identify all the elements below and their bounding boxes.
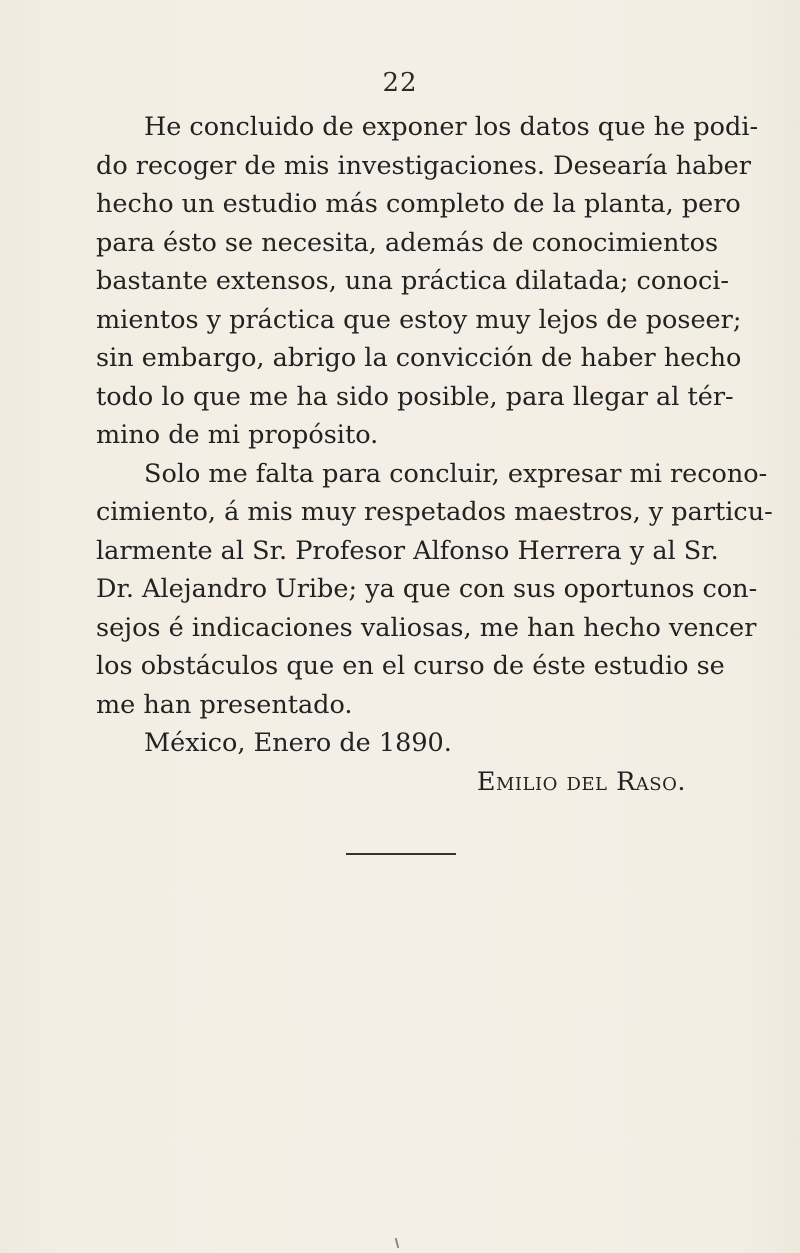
- text-line: He concluido de exponer los datos que he podi-: [144, 112, 759, 142]
- text-line: cimiento, á mis muy respetados maestros, y particu-: [96, 497, 773, 527]
- text-line: me han presentado.: [96, 689, 353, 720]
- text-line: para ésto se necesita, además de conocimientos: [96, 227, 719, 258]
- text-line: sejos é indicaciones valiosas, me han hecho vencer: [96, 612, 757, 643]
- text-line: los obstáculos que en el curso de éste estudio se: [96, 651, 725, 681]
- text-line: larmente al Sr. Profesor Alfonso Herrera y al Sr.: [96, 535, 719, 566]
- body-text: [96, 108, 773, 801]
- text-line: hecho un estudio más completo de la planta, pero: [96, 189, 741, 219]
- divider-rule: [346, 853, 456, 855]
- text-line: sin embargo, abrigo la convicción de haber hecho: [96, 343, 742, 373]
- text-line: Dr. Alejandro Uribe; ya que con sus oportunos con-: [96, 574, 758, 604]
- date-line: México, Enero de 1890.: [144, 728, 452, 758]
- text-line: do recoger de mis investigaciones. Desearía haber: [96, 150, 751, 181]
- signature: Emilio del Raso.: [476, 766, 686, 797]
- text-line: mino de mi propósito.: [96, 420, 379, 450]
- stray-mark: [395, 1238, 400, 1248]
- text-line: todo lo que me ha sido posible, para llegar al tér-: [96, 381, 734, 412]
- text-line: Solo me falta para concluir, expresar mi recono-: [144, 458, 768, 489]
- text-line: mientos y práctica que estoy muy lejos de poseer;: [96, 304, 742, 335]
- page-number: 22: [382, 68, 418, 98]
- text-line: bastante extensos, una práctica dilatada; conoci-: [96, 266, 730, 296]
